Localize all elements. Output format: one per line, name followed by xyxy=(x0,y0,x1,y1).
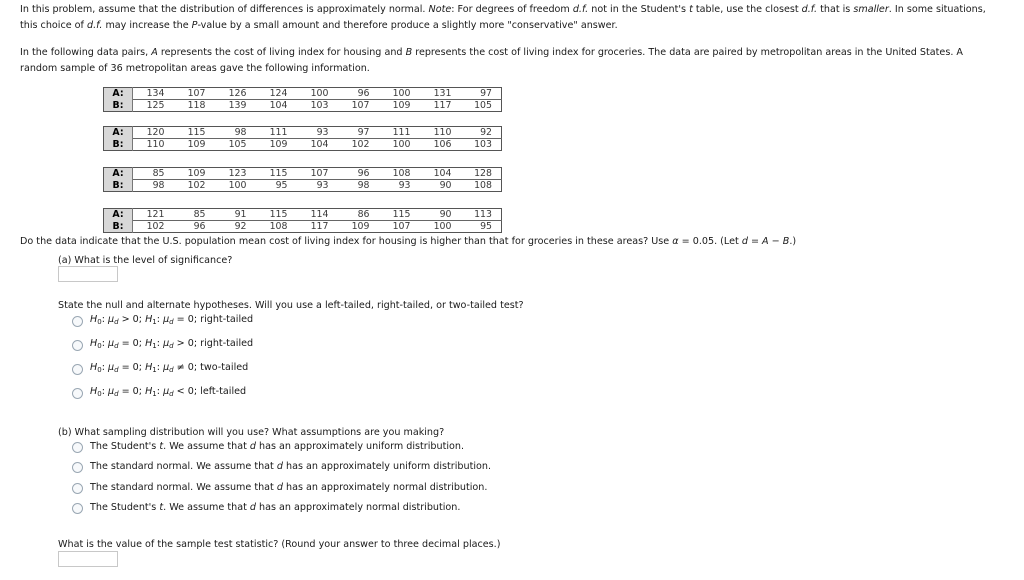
hypotheses-prompt: State the null and alternate hypotheses. Will you use a left-tailed, right-tailed, or two-tailed test? xyxy=(58,300,524,311)
distribution-option-3-radio[interactable] xyxy=(72,483,83,494)
part-b-label: (b) What sampling distribution will you use? What assumptions are you making? xyxy=(58,427,445,438)
row-a: A: 121 85 91 115 114 86 115 90 113 xyxy=(104,209,502,221)
test-statistic-label: What is the value of the sample test statistic? (Round your answer to three decimal places.) xyxy=(58,539,501,550)
distribution-option-4-radio[interactable] xyxy=(72,503,83,514)
hypothesis-option-4-radio[interactable] xyxy=(72,388,83,399)
hypothesis-option-4[interactable]: $H_0$: $\mu_d = 0$; $H_1$: $\mu_d < 0$; left-tailed xyxy=(90,386,247,398)
hypothesis-option-3-radio[interactable] xyxy=(72,364,83,375)
row-b: B: 98 102 100 95 93 98 93 90 108 xyxy=(104,180,502,192)
row-b: B: 125 118 139 104 103 107 109 117 105 xyxy=(104,100,502,112)
distribution-option-2[interactable]: The standard normal. We assume that d has an approximately uniform distribution. xyxy=(90,461,491,472)
hypothesis-option-1-radio[interactable] xyxy=(72,316,83,327)
distribution-option-1[interactable]: The Student's t. We assume that d has an approximately uniform distribution. xyxy=(90,441,465,452)
row-b: B: 110 109 105 109 104 102 100 106 103 xyxy=(104,139,502,151)
row-a: A: 134 107 126 124 100 96 100 131 97 xyxy=(104,88,502,100)
part-a-label: (a) What is the level of significance? xyxy=(58,255,233,266)
significance-answer-field[interactable] xyxy=(58,266,118,282)
data-table-4 xyxy=(103,208,502,233)
distribution-option-2-radio[interactable] xyxy=(72,462,83,473)
test-statistic-answer-field[interactable] xyxy=(58,551,118,567)
data-table-3 xyxy=(103,167,502,192)
data-table-1 xyxy=(103,87,502,112)
distribution-option-4[interactable]: The Student's t. We assume that d has an approximately normal distribution. xyxy=(90,502,461,513)
hypothesis-option-3[interactable]: $H_0$: $\mu_d = 0$; $H_1$: $\mu_d \ne 0$; two-tailed xyxy=(90,362,249,374)
distribution-option-3[interactable]: The standard normal. We assume that d has an approximately normal distribution. xyxy=(90,482,488,493)
row-a: A: 120 115 98 111 93 97 111 110 92 xyxy=(104,127,502,139)
hypothesis-option-1[interactable]: $H_0$: $\mu_d > 0$; $H_1$: $\mu_d = 0$; right-tailed xyxy=(90,314,254,326)
row-b: B: 102 96 92 108 117 109 107 100 95 xyxy=(104,221,502,233)
row-a: A: 85 109 123 115 107 96 108 104 128 xyxy=(104,168,502,180)
distribution-option-1-radio[interactable] xyxy=(72,442,83,453)
hypothesis-option-2[interactable]: $H_0$: $\mu_d = 0$; $H_1$: $\mu_d > 0$; right-tailed xyxy=(90,338,254,350)
data-description: In the following data pairs, A represents the cost of living index for housing and B represents the cost of living index for groceries. The data are paired by metropolitan areas in the United States. A random sample of 36 metropolitan areas gave the following information. xyxy=(20,47,963,74)
problem-instructions: In this problem, assume that the distribution of differences is approximately normal. Note: For degrees of freedom d.f. not in the Student's t table, use the closest d.f. that is smaller. In some situations, this choice of d.f. may increase the P-value by a small amount and therefore produce a slightly more "conservative" answer. xyxy=(20,4,986,31)
main-question: Do the data indicate that the U.S. population mean cost of living index for housing is higher than that for groceries in these areas? Use α = 0.05. (Let d = A − B.) xyxy=(20,236,797,247)
hypothesis-option-2-radio[interactable] xyxy=(72,340,83,351)
data-table-2 xyxy=(103,126,502,151)
